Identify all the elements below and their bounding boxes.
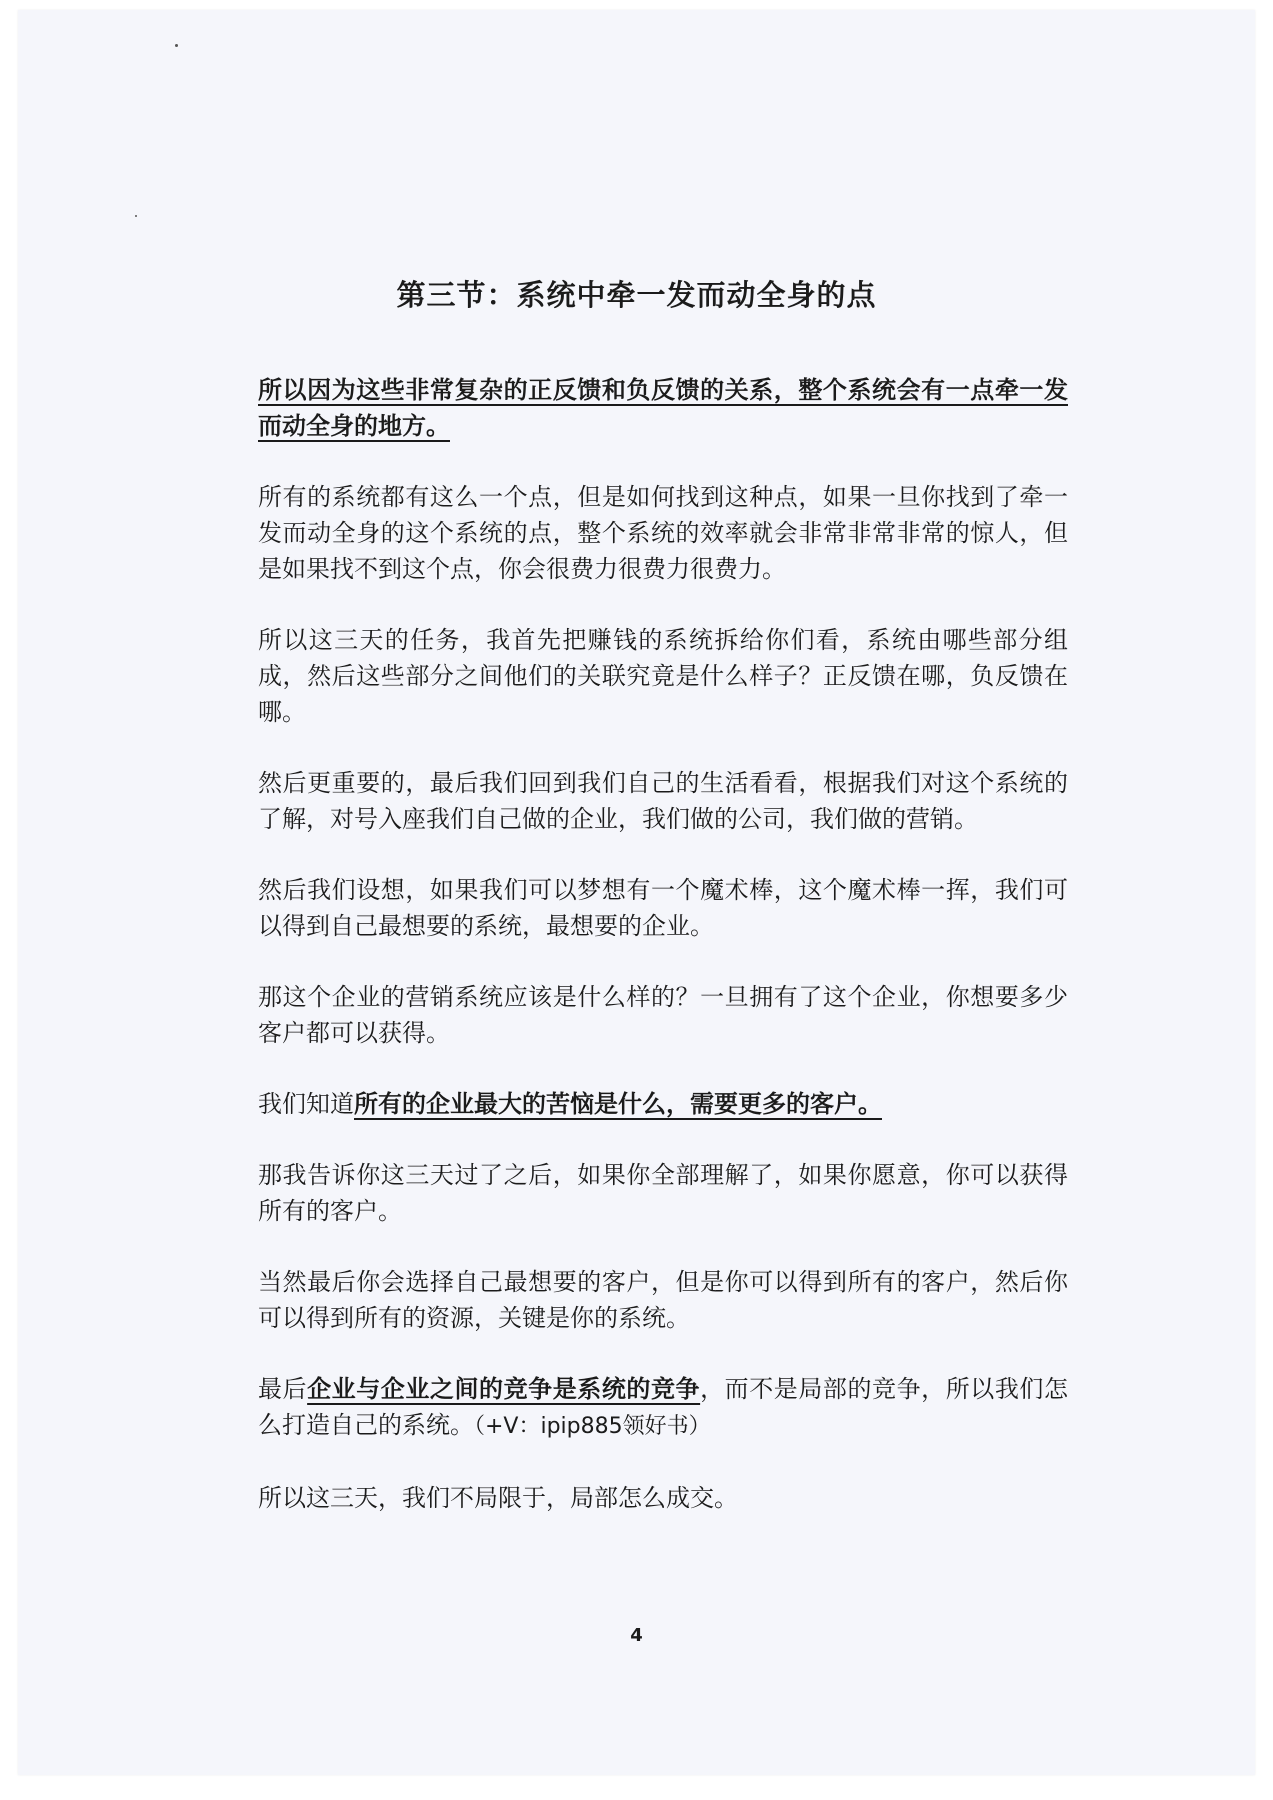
document-page <box>18 10 1255 1775</box>
paragraph-6: 那这个企业的营销系统应该是什么样的？一旦拥有了这个企业，你想要多少客户都可以获得。 <box>258 983 1068 1047</box>
paragraph-3: 所以这三天的任务，我首先把赚钱的系统拆给你们看，系统由哪些部分组成，然后这些部分之间他们的关联究竟是什么样子？正反馈在哪，负反馈在哪。 <box>258 626 1068 726</box>
paragraph-4: 然后更重要的，最后我们回到我们自己的生活看看，根据我们对这个系统的了解，对号入座我们自己做的企业，我们做的公司，我们做的营销。 <box>258 769 1068 833</box>
document-body <box>258 372 1068 1551</box>
emphasis-text: 企业与企业之间的竞争是系统的竞争 <box>307 1375 701 1403</box>
page-number: 4 <box>630 1625 643 1646</box>
paragraph-5: 然后我们设想，如果我们可以梦想有一个魔术棒，这个魔术棒一挥，我们可以得到自己最想要的系统，最想要的企业。 <box>258 876 1068 940</box>
paragraph-2: 所有的系统都有这么一个点，但是如何找到这种点，如果一旦你找到了牵一发而动全身的这个系统的点，整个系统的效率就会非常非常非常的惊人，但是如果找不到这个点，你会很费力很费力很费力。 <box>258 483 1068 583</box>
plain-text: 我们知道 <box>258 1090 354 1118</box>
scan-speck <box>135 215 137 217</box>
scan-speck <box>175 44 178 47</box>
plain-text: 最后 <box>258 1375 308 1403</box>
plain-text: ，而不是局部的竞争，所以我们怎么打造自己的系统。 <box>258 1375 1068 1439</box>
contact-note: （+V：ipip885领好书） <box>474 1414 711 1439</box>
emphasis-text: 所以因为这些非常复杂的正反馈和负反馈的关系，整个系统会有一点牵一发而动全身的地方。 <box>258 376 1068 440</box>
section-title: 第三节：系统中牵一发而动全身的点 <box>396 278 877 312</box>
paragraph-11: 所以这三天，我们不局限于，局部怎么成交。 <box>258 1484 738 1512</box>
paragraph-7 <box>258 1086 1068 1122</box>
emphasis-text: 所有的企业最大的苦恼是什么，需要更多的客户。 <box>354 1090 882 1118</box>
paragraph-1 <box>258 372 1068 444</box>
paragraph-10 <box>258 1371 1068 1445</box>
paragraph-8: 那我告诉你这三天过了之后，如果你全部理解了，如果你愿意，你可以获得所有的客户。 <box>258 1161 1068 1225</box>
paragraph-9: 当然最后你会选择自己最想要的客户，但是你可以得到所有的客户，然后你可以得到所有的资源，关键是你的系统。 <box>258 1268 1068 1332</box>
